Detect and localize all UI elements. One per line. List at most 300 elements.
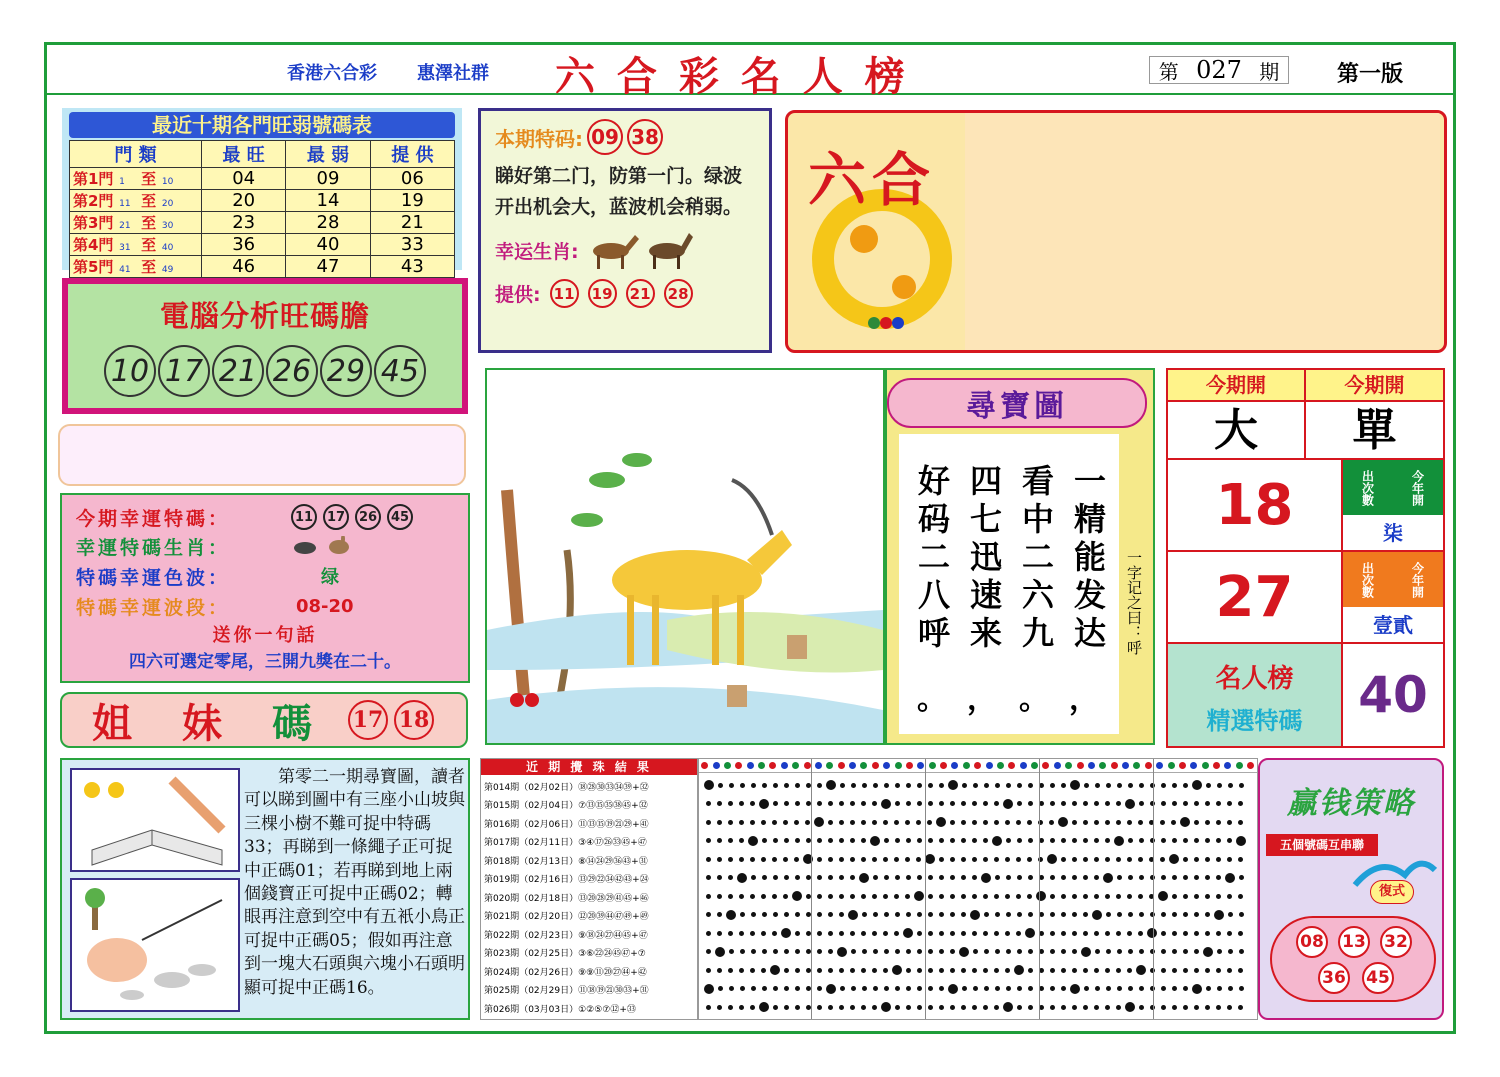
result-issue: 第019期 (484, 875, 520, 886)
small-dot-icon (1061, 1005, 1066, 1010)
small-dot-icon (1072, 875, 1077, 880)
small-dot-icon (795, 949, 800, 954)
col-header: 提 供 (370, 141, 454, 168)
col-header: 最 弱 (286, 141, 370, 168)
result-date: （02月26日） (519, 967, 579, 978)
small-dot-icon (1072, 949, 1077, 954)
offer-cell: 43 (370, 256, 454, 278)
result-issue: 第015期 (484, 801, 520, 812)
small-dot-icon (740, 949, 745, 954)
color-ball-icon (1190, 762, 1197, 769)
recent-results-panel (480, 758, 698, 1020)
small-dot-icon (1227, 1005, 1232, 1010)
small-dot-icon (1194, 931, 1199, 936)
small-dot-icon (728, 968, 733, 973)
hot-cell: 04 (202, 168, 286, 190)
small-dot-icon (750, 894, 755, 899)
small-dot-icon (994, 1005, 999, 1010)
small-dot-icon (762, 875, 767, 880)
result-row (484, 777, 694, 796)
small-dot-icon (1072, 820, 1077, 825)
small-dot-icon (973, 986, 978, 991)
small-dot-icon (1172, 949, 1177, 954)
small-dot-icon (861, 894, 866, 899)
small-dot-icon (906, 783, 911, 788)
small-dot-icon (1028, 838, 1033, 843)
small-dot-icon (861, 820, 866, 825)
dot-row (703, 924, 1253, 943)
strategy-nums-oval (1270, 916, 1436, 1002)
small-dot-icon (1116, 820, 1121, 825)
result-nums: ③④⑰㉖㉝㊺+㊼ (578, 838, 647, 849)
small-dot-icon (728, 820, 733, 825)
year-label-text: 今年開 (1410, 561, 1425, 598)
small-dot-icon (1116, 968, 1121, 973)
small-dot-icon (717, 968, 722, 973)
small-dot-icon (1094, 894, 1099, 899)
small-dot-icon (883, 820, 888, 825)
computer-title: 電腦分析旺碼膽 (159, 299, 370, 333)
small-dot-icon (1161, 783, 1166, 788)
small-dot-icon (994, 894, 999, 899)
small-dot-icon (729, 783, 734, 788)
small-dot-icon (961, 1005, 966, 1010)
small-dot-icon (917, 1005, 922, 1010)
small-dot-icon (917, 801, 922, 806)
right-stats-panel (1166, 368, 1445, 748)
small-dot-icon (1116, 894, 1121, 899)
small-dot-icon (1127, 931, 1132, 936)
small-dot-icon (928, 968, 933, 973)
small-dot-icon (761, 894, 766, 899)
small-dot-icon (916, 857, 921, 862)
weak-cell: 09 (286, 168, 370, 190)
small-dot-icon (861, 931, 866, 936)
small-dot-icon (1227, 894, 1232, 899)
small-dot-icon (1095, 783, 1100, 788)
small-dot-icon (1106, 783, 1111, 788)
treasure-title-scroll (887, 378, 1147, 428)
small-dot-icon (1016, 894, 1021, 899)
small-dot-icon (828, 801, 833, 806)
small-dot-icon (1138, 857, 1143, 862)
issue-prefix: 第 (1158, 59, 1179, 84)
small-dot-icon (1172, 838, 1177, 843)
color-ball-icon (792, 762, 799, 769)
big-dot-icon (792, 891, 802, 901)
small-dot-icon (773, 875, 778, 880)
small-dot-icon (794, 857, 799, 862)
small-dot-icon (706, 801, 711, 806)
small-dot-icon (850, 968, 855, 973)
small-dot-icon (928, 1005, 933, 1010)
small-dot-icon (1205, 912, 1210, 917)
color-ball-icon (826, 762, 833, 769)
small-dot-icon (973, 783, 978, 788)
small-dot-icon (751, 986, 756, 991)
small-dot-icon (773, 986, 778, 991)
small-dot-icon (1160, 857, 1165, 862)
small-dot-icon (706, 820, 711, 825)
color-ball-icon (1179, 762, 1186, 769)
small-dot-icon (718, 986, 723, 991)
result-row (484, 981, 694, 1000)
dot-row (703, 887, 1253, 906)
small-dot-icon (728, 857, 733, 862)
color-ball-icon (849, 762, 856, 769)
small-dot-icon (906, 1005, 911, 1010)
small-dot-icon (1216, 894, 1221, 899)
dot-rows (699, 773, 1257, 1020)
small-dot-icon (1083, 838, 1088, 843)
small-dot-icon (1105, 838, 1110, 843)
color-ball-icon (1156, 762, 1163, 769)
treasure-side-note: 一字记之曰：呼 (1125, 550, 1143, 655)
small-dot-icon (995, 783, 1000, 788)
stat-number: 18 (1168, 460, 1343, 552)
small-dot-icon (740, 783, 745, 788)
small-dot-icon (1006, 783, 1011, 788)
gate-label: 第4門 (73, 236, 114, 254)
dot-row (703, 869, 1253, 888)
gate-label: 第5門 (73, 258, 114, 276)
table-row (70, 190, 455, 212)
small-dot-icon (1005, 968, 1010, 973)
hot-cell: 23 (202, 212, 286, 234)
small-dot-icon (939, 949, 944, 954)
result-date: （02月20日） (519, 912, 579, 923)
small-dot-icon (961, 801, 966, 806)
color-ball-icon (713, 762, 720, 769)
small-dot-icon (1216, 968, 1221, 973)
small-dot-icon (1083, 820, 1088, 825)
small-dot-icon (939, 912, 944, 917)
small-dot-icon (1160, 820, 1165, 825)
small-dot-icon (1005, 931, 1010, 936)
small-dot-icon (917, 838, 922, 843)
small-dot-icon (873, 875, 878, 880)
big-dot-icon (936, 817, 946, 827)
small-dot-icon (717, 801, 722, 806)
small-dot-icon (928, 783, 933, 788)
small-dot-icon (983, 801, 988, 806)
dot-row (703, 776, 1253, 795)
small-dot-icon (1050, 912, 1055, 917)
small-dot-icon (895, 1005, 900, 1010)
small-dot-icon (1061, 857, 1066, 862)
small-dot-icon (1172, 986, 1177, 991)
year-label-text: 今年開 (1410, 469, 1425, 506)
small-dot-icon (1206, 986, 1211, 991)
small-dot-icon (1183, 838, 1188, 843)
small-dot-icon (1216, 857, 1221, 862)
small-dot-icon (950, 857, 955, 862)
small-dot-icon (850, 838, 855, 843)
result-row (484, 925, 694, 944)
small-dot-icon (1094, 820, 1099, 825)
small-dot-icon (1016, 820, 1021, 825)
sister-num: 18 (394, 700, 434, 740)
result-nums: ⑪⑬⑮⑲㉑㉙+㊶ (578, 819, 649, 830)
small-dot-icon (972, 968, 977, 973)
small-dot-icon (728, 801, 733, 806)
small-dot-icon (817, 838, 822, 843)
small-dot-icon (1095, 986, 1100, 991)
small-dot-icon (984, 949, 989, 954)
small-dot-icon (1028, 1005, 1033, 1010)
small-dot-icon (1083, 931, 1088, 936)
gate-to: 30 (161, 221, 174, 231)
small-dot-icon (861, 857, 866, 862)
small-dot-icon (706, 875, 711, 880)
small-dot-icon (839, 912, 844, 917)
small-dot-icon (751, 783, 756, 788)
small-dot-icon (839, 875, 844, 880)
small-dot-icon (1061, 986, 1066, 991)
small-dot-icon (1216, 801, 1221, 806)
gate-from: 41 (119, 265, 131, 275)
result-date: （02月25日） (519, 949, 579, 960)
big-dot-icon (925, 854, 935, 864)
small-dot-icon (1028, 875, 1033, 880)
color-ball-icon (1111, 762, 1118, 769)
lucky-range: 08-20 (296, 595, 354, 617)
small-dot-icon (1028, 801, 1033, 806)
small-dot-icon (984, 912, 989, 917)
result-nums: ⑪⑱⑲㉑㉚㉝+㉛ (578, 986, 649, 997)
small-dot-icon (872, 801, 877, 806)
small-dot-icon (1138, 820, 1143, 825)
small-dot-icon (1072, 894, 1077, 899)
big-dot-icon (992, 836, 1002, 846)
small-dot-icon (1017, 949, 1022, 954)
small-dot-icon (1161, 949, 1166, 954)
treasure-title: 尋寶圖 (966, 389, 1068, 424)
small-dot-icon (773, 949, 778, 954)
small-dot-icon (1172, 783, 1177, 788)
offer-num: 21 (626, 279, 655, 308)
small-dot-icon (1072, 968, 1077, 973)
small-dot-icon (795, 912, 800, 917)
small-dot-icon (961, 857, 966, 862)
small-dot-icon (1006, 875, 1011, 880)
small-dot-icon (872, 857, 877, 862)
famous-list-label (1168, 644, 1343, 746)
small-dot-icon (861, 801, 866, 806)
org-group: 惠澤社群 (417, 63, 489, 84)
small-dot-icon (839, 1005, 844, 1010)
small-dot-icon (873, 783, 878, 788)
small-dot-icon (717, 931, 722, 936)
small-dot-icon (861, 968, 866, 973)
gate-to: 10 (161, 177, 174, 187)
big-dot-icon (881, 1002, 891, 1012)
small-dot-icon (1238, 968, 1243, 973)
col-header: 門 類 (70, 141, 202, 168)
small-dot-icon (928, 838, 933, 843)
special-num: 09 (587, 119, 623, 155)
small-dot-icon (1194, 820, 1199, 825)
result-row (484, 944, 694, 963)
hot-cell: 36 (202, 234, 286, 256)
small-dot-icon (905, 857, 910, 862)
gate-label: 第1門 (73, 170, 114, 188)
color-ball-icon (872, 762, 879, 769)
small-dot-icon (751, 875, 756, 880)
small-dot-icon (839, 820, 844, 825)
result-nums: ⑱㉘㉚㉝㉞㊴+㉜ (578, 782, 649, 793)
small-dot-icon (1028, 968, 1033, 973)
big-dot-icon (826, 984, 836, 994)
small-dot-icon (1172, 931, 1177, 936)
big-dot-icon (1136, 965, 1146, 975)
small-dot-icon (794, 820, 799, 825)
small-dot-icon (872, 931, 877, 936)
big-dot-icon (837, 947, 847, 957)
count-label (1343, 552, 1443, 607)
result-date: （02月11日） (519, 838, 579, 849)
small-dot-icon (1050, 875, 1055, 880)
hot-cell: 20 (202, 190, 286, 212)
big-dot-icon (1147, 928, 1157, 938)
big-dot-icon (859, 873, 869, 883)
small-dot-icon (1161, 875, 1166, 880)
color-ball-icon (895, 762, 902, 769)
small-dot-icon (1061, 875, 1066, 880)
small-dot-icon (773, 912, 778, 917)
dot-row (703, 832, 1253, 851)
small-dot-icon (773, 801, 778, 806)
famous-list-title: 名人榜 (1215, 664, 1294, 694)
small-dot-icon (706, 931, 711, 936)
result-date: （02月23日） (519, 930, 579, 941)
small-dot-icon (950, 801, 955, 806)
small-dot-icon (984, 783, 989, 788)
offer-num: 11 (550, 279, 579, 308)
big-dot-icon (881, 799, 891, 809)
big-dot-icon (1014, 965, 1024, 975)
small-dot-icon (873, 912, 878, 917)
small-dot-icon (1095, 949, 1100, 954)
small-dot-icon (1050, 931, 1055, 936)
small-dot-icon (851, 986, 856, 991)
color-ball-icon (1008, 762, 1015, 769)
small-dot-icon (795, 838, 800, 843)
small-dot-icon (728, 838, 733, 843)
big-small-value: 大 (1168, 402, 1306, 460)
small-dot-icon (972, 838, 977, 843)
small-dot-icon (1117, 875, 1122, 880)
small-dot-icon (1194, 801, 1199, 806)
small-dot-icon (939, 838, 944, 843)
small-dot-icon (1194, 1005, 1199, 1010)
small-dot-icon (1116, 857, 1121, 862)
issue-suffix: 期 (1259, 59, 1280, 84)
small-dot-icon (1216, 838, 1221, 843)
poem-punct: 。 (1019, 682, 1049, 717)
big-dot-icon (781, 928, 791, 938)
small-dot-icon (1005, 894, 1010, 899)
small-dot-icon (861, 1005, 866, 1010)
small-dot-icon (1094, 1005, 1099, 1010)
small-dot-icon (994, 931, 999, 936)
small-dot-icon (895, 875, 900, 880)
small-dot-icon (772, 894, 777, 899)
col-header: 最 旺 (202, 141, 286, 168)
small-dot-icon (1016, 931, 1021, 936)
small-dot-icon (1117, 949, 1122, 954)
big-dot-icon (1169, 854, 1179, 864)
big-dot-icon (1192, 984, 1202, 994)
color-ball-icon (1213, 762, 1220, 769)
gate-label: 第2門 (73, 192, 114, 210)
small-dot-icon (706, 912, 711, 917)
color-ball-icon (1054, 762, 1061, 769)
small-dot-icon (1105, 801, 1110, 806)
small-dot-icon (1228, 986, 1233, 991)
computer-num: 17 (158, 345, 210, 397)
small-dot-icon (917, 875, 922, 880)
small-dot-icon (906, 838, 911, 843)
small-dot-icon (1183, 801, 1188, 806)
small-dot-icon (1094, 857, 1099, 862)
small-dot-icon (750, 801, 755, 806)
small-dot-icon (784, 838, 789, 843)
small-dot-icon (972, 1005, 977, 1010)
count-label-text: 出次數 (1360, 561, 1375, 598)
small-dot-icon (917, 912, 922, 917)
small-dot-icon (928, 875, 933, 880)
big-dot-icon (1225, 873, 1235, 883)
small-dot-icon (961, 894, 966, 899)
small-dot-icon (750, 1005, 755, 1010)
color-ball-icon (758, 762, 765, 769)
result-issue: 第026期 (484, 1004, 520, 1015)
color-ball-icon (1042, 762, 1049, 769)
table-row (70, 168, 455, 190)
small-dot-icon (1049, 820, 1054, 825)
result-date: （02月04日） (519, 801, 579, 812)
small-dot-icon (994, 857, 999, 862)
small-dot-icon (1128, 949, 1133, 954)
small-dot-icon (1083, 912, 1088, 917)
color-ball-icon (735, 762, 742, 769)
sister-code-panel (60, 692, 468, 748)
big-dot-icon (759, 1002, 769, 1012)
results-list (481, 775, 697, 1020)
gate-from: 1 (119, 177, 125, 187)
special-code-panel (478, 108, 772, 353)
small-dot-icon (840, 986, 845, 991)
small-dot-icon (1161, 968, 1166, 973)
odd-even-value: 單 (1306, 402, 1443, 460)
small-dot-icon (850, 1005, 855, 1010)
small-dot-icon (1105, 857, 1110, 862)
small-dot-icon (1238, 1005, 1243, 1010)
small-dot-icon (983, 968, 988, 973)
small-dot-icon (872, 820, 877, 825)
color-ball-icon (781, 762, 788, 769)
big-dot-icon (970, 910, 980, 920)
table-row (70, 234, 455, 256)
small-dot-icon (784, 968, 789, 973)
to-label: 至 (141, 214, 157, 232)
small-dot-icon (706, 838, 711, 843)
small-dot-icon (817, 949, 822, 954)
small-dot-icon (728, 875, 733, 880)
weak-cell: 14 (286, 190, 370, 212)
small-dot-icon (1083, 1005, 1088, 1010)
